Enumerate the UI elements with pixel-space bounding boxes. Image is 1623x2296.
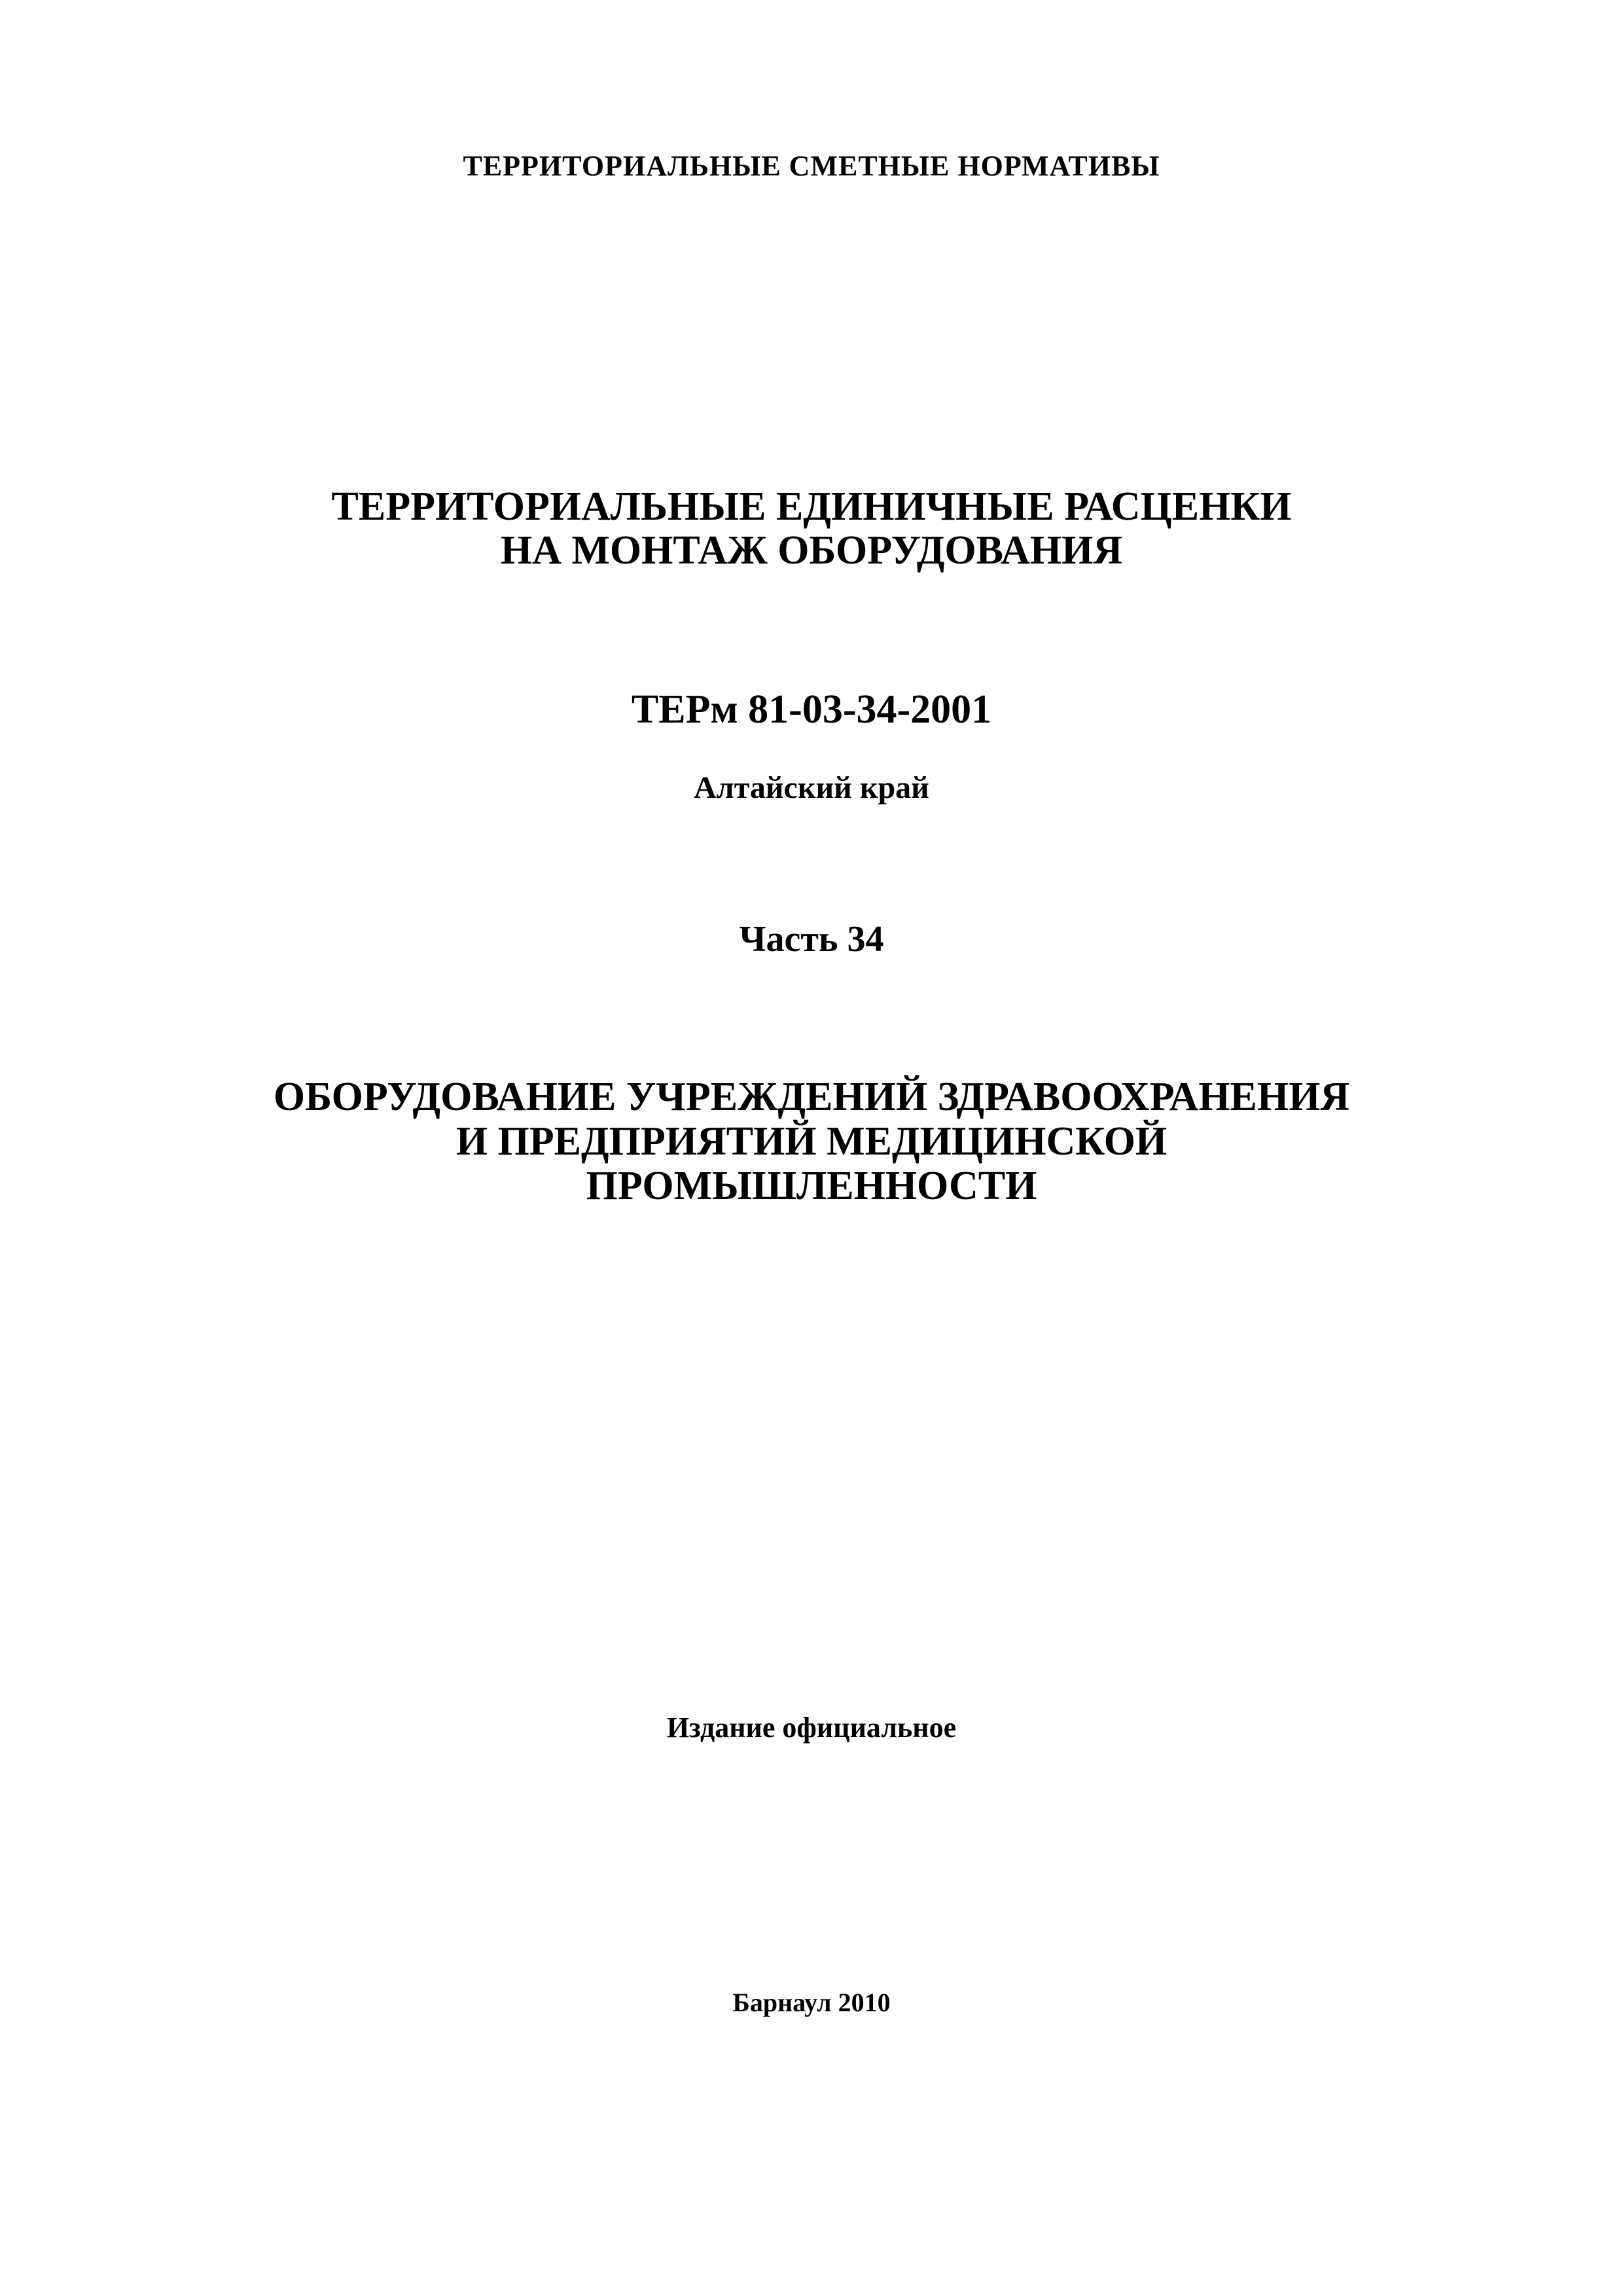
edition-label: Издание официальное [666, 1712, 957, 1744]
region-name: Алтайский край [694, 770, 929, 805]
document-code: ТЕРм 81-03-34-2001 [631, 687, 992, 732]
document-title-line-2: НА МОНТАЖ ОБОРУДОВАНИЯ [500, 528, 1123, 573]
part-number: Часть 34 [739, 919, 884, 960]
document-title-line-1: ТЕРРИТОРИАЛЬНЫЕ ЕДИНИЧНЫЕ РАСЦЕНКИ [331, 484, 1292, 529]
part-title-line-3: ПРОМЫШЛЕННОСТИ [586, 1164, 1037, 1208]
part-title-line-1: ОБОРУДОВАНИЕ УЧРЕЖДЕНИЙ ЗДРАВООХРАНЕНИЯ [273, 1075, 1350, 1119]
series-heading: ТЕРРИТОРИАЛЬНЫЕ СМЕТНЫЕ НОРМАТИВЫ [463, 150, 1160, 182]
part-title-line-2: И ПРЕДПРИЯТИЙ МЕДИЦИНСКОЙ [455, 1119, 1168, 1164]
imprint-place-year: Барнаул 2010 [732, 1988, 891, 2017]
